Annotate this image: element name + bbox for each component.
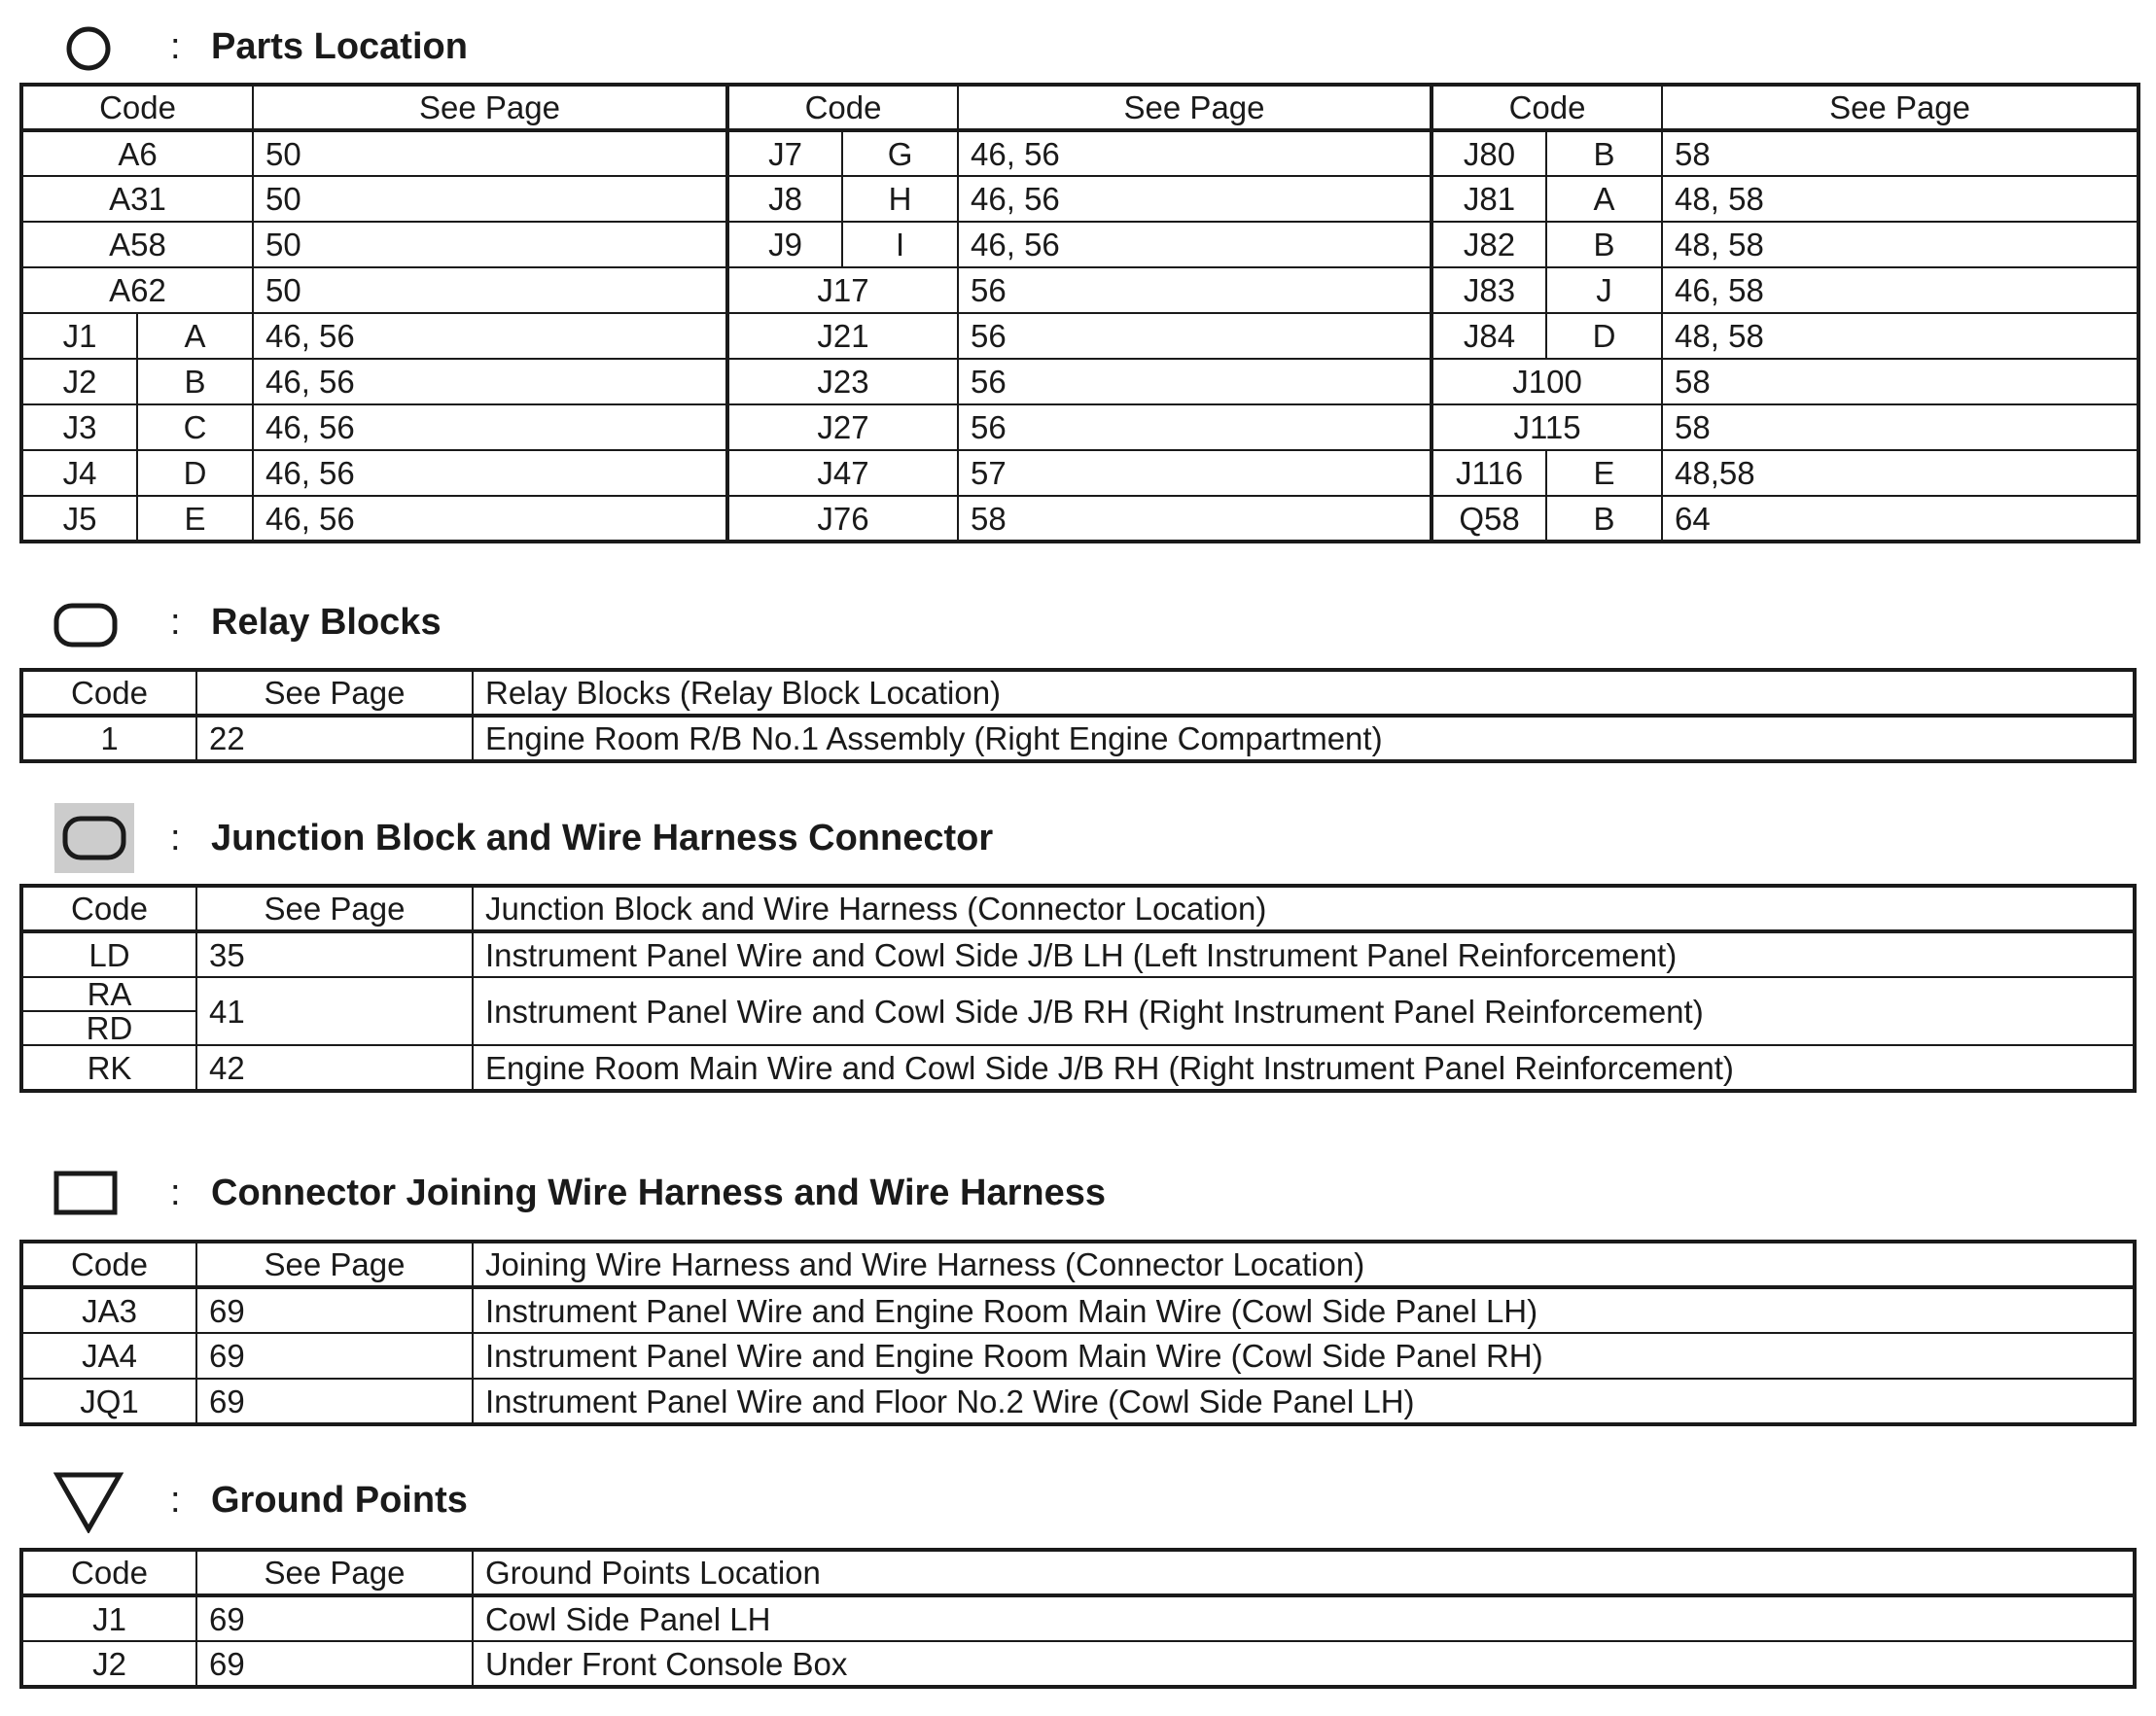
col-header-description: Ground Points Location <box>473 1550 2135 1595</box>
sub-code-cell: C <box>137 404 253 450</box>
see-page-cell: 58 <box>1662 359 2138 404</box>
see-page-cell: 69 <box>196 1333 473 1379</box>
sub-code-cell: B <box>1546 496 1662 542</box>
see-page-cell: 22 <box>196 716 473 761</box>
see-page-cell: 46, 58 <box>1662 267 2138 313</box>
sub-code-cell: D <box>137 450 253 496</box>
rectangle-icon <box>53 1171 118 1215</box>
col-header-code: Code <box>727 85 958 130</box>
code-cell: J84 <box>1431 313 1546 359</box>
table-row <box>21 267 2138 313</box>
down-triangle-icon <box>53 1471 124 1533</box>
col-header-code: Code <box>21 1242 196 1287</box>
table-row <box>21 1287 2135 1333</box>
table-row <box>21 404 2138 450</box>
table-row <box>21 450 2138 496</box>
see-page-cell: 64 <box>1662 496 2138 542</box>
code-cell: J3 <box>21 404 137 450</box>
table-row <box>21 359 2138 404</box>
see-page-cell: 46, 56 <box>958 130 1431 176</box>
connector-table <box>19 1240 2137 1426</box>
description-cell: Under Front Console Box <box>473 1641 2135 1687</box>
see-page-cell: 46, 56 <box>958 222 1431 267</box>
table-row <box>21 977 2135 1011</box>
table-row <box>21 222 2138 267</box>
sub-code-cell: D <box>1546 313 1662 359</box>
see-page-cell: 46, 56 <box>958 176 1431 222</box>
code-cell: J83 <box>1431 267 1546 313</box>
sub-code-cell: G <box>842 130 958 176</box>
code-cell: A6 <box>21 130 253 176</box>
see-page-cell: 46, 56 <box>253 313 727 359</box>
see-page-cell: 35 <box>196 931 473 977</box>
sub-code-cell: E <box>137 496 253 542</box>
code-cell: RD <box>21 1011 196 1045</box>
code-cell: J23 <box>727 359 958 404</box>
section-title: Junction Block and Wire Harness Connector <box>211 818 994 858</box>
code-cell: J2 <box>21 359 137 404</box>
see-page-cell: 56 <box>958 313 1431 359</box>
table-header-row <box>21 670 2135 716</box>
table-row <box>21 716 2135 761</box>
code-cell: J115 <box>1431 404 1662 450</box>
table-row <box>21 1595 2135 1641</box>
table-header-row <box>21 85 2138 130</box>
see-page-cell: 56 <box>958 359 1431 404</box>
code-cell: J2 <box>21 1641 196 1687</box>
code-cell: J76 <box>727 496 958 542</box>
see-page-cell: 50 <box>253 176 727 222</box>
parts-location-table <box>19 83 2140 543</box>
sub-code-cell: H <box>842 176 958 222</box>
see-page-cell: 56 <box>958 404 1431 450</box>
col-header-see-page: See Page <box>1662 85 2138 130</box>
see-page-cell: 58 <box>1662 404 2138 450</box>
sub-code-cell: A <box>137 313 253 359</box>
code-cell: J116 <box>1431 450 1546 496</box>
see-page-cell: 41 <box>196 977 473 1045</box>
rounded-rect-icon <box>53 603 118 648</box>
see-page-cell: 46, 56 <box>253 450 727 496</box>
see-page-cell: 48,58 <box>1662 450 2138 496</box>
circle-icon <box>64 24 113 73</box>
col-header-description: Joining Wire Harness and Wire Harness (Connector Location) <box>473 1242 2135 1287</box>
junction-block-table <box>19 884 2137 1093</box>
description-cell: Instrument Panel Wire and Engine Room Main Wire (Cowl Side Panel RH) <box>473 1333 2135 1379</box>
code-cell: J47 <box>727 450 958 496</box>
code-cell: J9 <box>727 222 842 267</box>
section-title: Ground Points <box>211 1480 468 1521</box>
description-cell: Cowl Side Panel LH <box>473 1595 2135 1641</box>
table-row <box>21 130 2138 176</box>
col-header-see-page: See Page <box>196 1550 473 1595</box>
sub-code-cell: I <box>842 222 958 267</box>
relay-blocks-table <box>19 668 2137 763</box>
see-page-cell: 58 <box>958 496 1431 542</box>
table-row <box>21 1045 2135 1091</box>
code-cell: J5 <box>21 496 137 542</box>
code-cell: A62 <box>21 267 253 313</box>
see-page-cell: 69 <box>196 1641 473 1687</box>
description-cell: Engine Room Main Wire and Cowl Side J/B RH (Right Instrument Panel Reinforcement) <box>473 1045 2135 1091</box>
see-page-cell: 46, 56 <box>253 496 727 542</box>
code-cell: LD <box>21 931 196 977</box>
code-cell: J1 <box>21 313 137 359</box>
description-cell: Instrument Panel Wire and Floor No.2 Wire (Cowl Side Panel LH) <box>473 1379 2135 1424</box>
sub-code-cell: E <box>1546 450 1662 496</box>
description-cell: Instrument Panel Wire and Cowl Side J/B LH (Left Instrument Panel Reinforcement) <box>473 931 2135 977</box>
code-cell: A31 <box>21 176 253 222</box>
col-header-code: Code <box>21 670 196 716</box>
table-row <box>21 496 2138 542</box>
sub-code-cell: B <box>137 359 253 404</box>
table-row <box>21 1333 2135 1379</box>
code-cell: J4 <box>21 450 137 496</box>
code-cell: J81 <box>1431 176 1546 222</box>
table-header-row <box>21 886 2135 931</box>
sub-code-cell: J <box>1546 267 1662 313</box>
description-cell: Instrument Panel Wire and Cowl Side J/B RH (Right Instrument Panel Reinforcement) <box>473 977 2135 1045</box>
table-header-row <box>21 1242 2135 1287</box>
see-page-cell: 50 <box>253 267 727 313</box>
sub-code-cell: B <box>1546 130 1662 176</box>
col-header-code: Code <box>21 1550 196 1595</box>
ground-points-table <box>19 1548 2137 1689</box>
table-row <box>21 176 2138 222</box>
sub-code-cell: A <box>1546 176 1662 222</box>
description-cell: Instrument Panel Wire and Engine Room Main Wire (Cowl Side Panel LH) <box>473 1287 2135 1333</box>
description-cell: Engine Room R/B No.1 Assembly (Right Engine Compartment) <box>473 716 2135 761</box>
see-page-cell: 48, 58 <box>1662 313 2138 359</box>
see-page-cell: 69 <box>196 1287 473 1333</box>
col-header-code: Code <box>21 886 196 931</box>
code-cell: J21 <box>727 313 958 359</box>
see-page-cell: 57 <box>958 450 1431 496</box>
see-page-cell: 48, 58 <box>1662 222 2138 267</box>
code-cell: RK <box>21 1045 196 1091</box>
see-page-cell: 58 <box>1662 130 2138 176</box>
code-cell: J8 <box>727 176 842 222</box>
code-cell: J100 <box>1431 359 1662 404</box>
code-cell: 1 <box>21 716 196 761</box>
code-cell: J17 <box>727 267 958 313</box>
col-header-code: Code <box>1431 85 1662 130</box>
code-cell: JQ1 <box>21 1379 196 1424</box>
table-row <box>21 931 2135 977</box>
table-row <box>21 313 2138 359</box>
code-cell: J27 <box>727 404 958 450</box>
code-cell: RA <box>21 977 196 1011</box>
sub-code-cell: B <box>1546 222 1662 267</box>
col-header-see-page: See Page <box>958 85 1431 130</box>
see-page-cell: 56 <box>958 267 1431 313</box>
col-header-description: Junction Block and Wire Harness (Connector Location) <box>473 886 2135 931</box>
table-row <box>21 1641 2135 1687</box>
col-header-description: Relay Blocks (Relay Block Location) <box>473 670 2135 716</box>
see-page-cell: 46, 56 <box>253 359 727 404</box>
see-page-cell: 48, 58 <box>1662 176 2138 222</box>
section-title: Parts Location <box>211 26 468 67</box>
col-header-see-page: See Page <box>196 1242 473 1287</box>
code-cell: Q58 <box>1431 496 1546 542</box>
see-page-cell: 50 <box>253 222 727 267</box>
code-cell: J1 <box>21 1595 196 1641</box>
code-cell: JA3 <box>21 1287 196 1333</box>
code-cell: J7 <box>727 130 842 176</box>
code-cell: J82 <box>1431 222 1546 267</box>
see-page-cell: 69 <box>196 1379 473 1424</box>
see-page-cell: 42 <box>196 1045 473 1091</box>
col-header-see-page: See Page <box>253 85 727 130</box>
see-page-cell: 46, 56 <box>253 404 727 450</box>
col-header-code: Code <box>21 85 253 130</box>
shaded-rounded-rect-icon <box>54 803 134 873</box>
table-row <box>21 1379 2135 1424</box>
code-cell: JA4 <box>21 1333 196 1379</box>
see-page-cell: 50 <box>253 130 727 176</box>
section-title: Connector Joining Wire Harness and Wire Harness <box>211 1173 1106 1213</box>
section-title: Relay Blocks <box>211 602 442 643</box>
col-header-see-page: See Page <box>196 886 473 931</box>
see-page-cell: 69 <box>196 1595 473 1641</box>
table-header-row <box>21 1550 2135 1595</box>
code-cell: A58 <box>21 222 253 267</box>
col-header-see-page: See Page <box>196 670 473 716</box>
code-cell: J80 <box>1431 130 1546 176</box>
